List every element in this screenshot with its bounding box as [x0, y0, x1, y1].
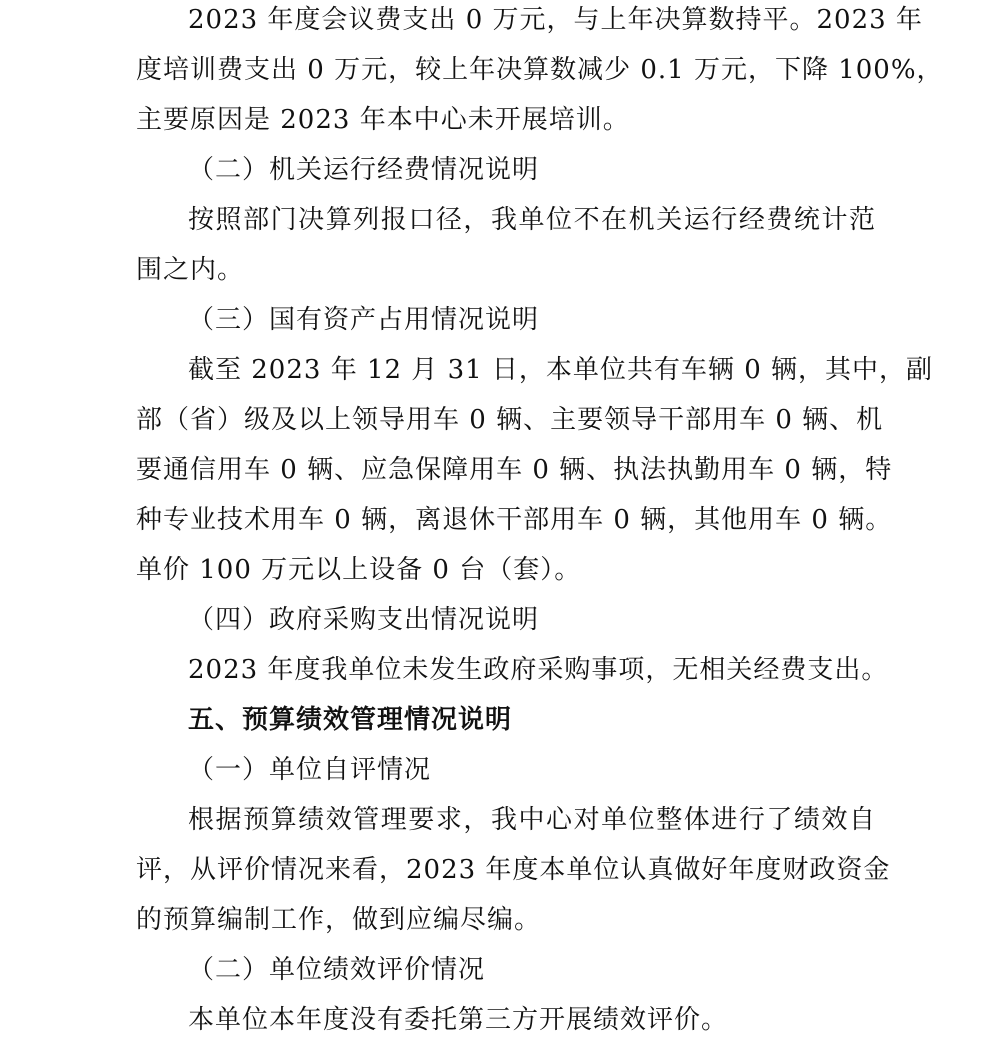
section-heading: （四）政府采购支出情况说明 [188, 605, 540, 635]
paragraph-line: 2023 年度会议费支出 0 万元，与上年决算数持平。2023 年 [188, 5, 923, 35]
paragraph-line: 种专业技术用车 0 辆，离退休干部用车 0 辆，其他用车 0 辆。 [136, 505, 893, 535]
section-heading: （三）国有资产占用情况说明 [188, 305, 540, 335]
paragraph-line: 主要原因是 2023 年本中心未开展培训。 [136, 105, 630, 135]
paragraph-line: 评，从评价情况来看，2023 年度本单位认真做好年度财政资金 [136, 855, 891, 885]
paragraph-line: 2023 年度我单位未发生政府采购事项，无相关经费支出。 [188, 655, 889, 685]
paragraph-line: 度培训费支出 0 万元，较上年决算数减少 0.1 万元，下降 100%， [136, 55, 944, 85]
section-heading: （二）机关运行经费情况说明 [188, 155, 540, 185]
chapter-heading: 五、预算绩效管理情况说明 [188, 705, 513, 735]
paragraph-line: 的预算编制工作，做到应编尽编。 [136, 905, 542, 935]
paragraph-line: 截至 2023 年 12 月 31 日，本单位共有车辆 0 辆，其中，副 [188, 355, 933, 385]
section-heading: （二）单位绩效评价情况 [188, 955, 486, 985]
paragraph-line: 按照部门决算列报口径，我单位不在机关运行经费统计范 [188, 205, 876, 235]
paragraph-line: 部（省）级及以上领导用车 0 辆、主要领导干部用车 0 辆、机 [136, 405, 884, 435]
section-heading: （一）单位自评情况 [188, 755, 432, 785]
paragraph-line: 要通信用车 0 辆、应急保障用车 0 辆、执法执勤用车 0 辆，特 [136, 455, 893, 485]
paragraph-line: 单价 100 万元以上设备 0 台（套）。 [136, 555, 582, 585]
paragraph-line: 本单位本年度没有委托第三方开展绩效评价。 [188, 1005, 729, 1035]
paragraph-line: 根据预算绩效管理要求，我中心对单位整体进行了绩效自 [188, 805, 876, 835]
paragraph-line: 围之内。 [136, 255, 245, 285]
